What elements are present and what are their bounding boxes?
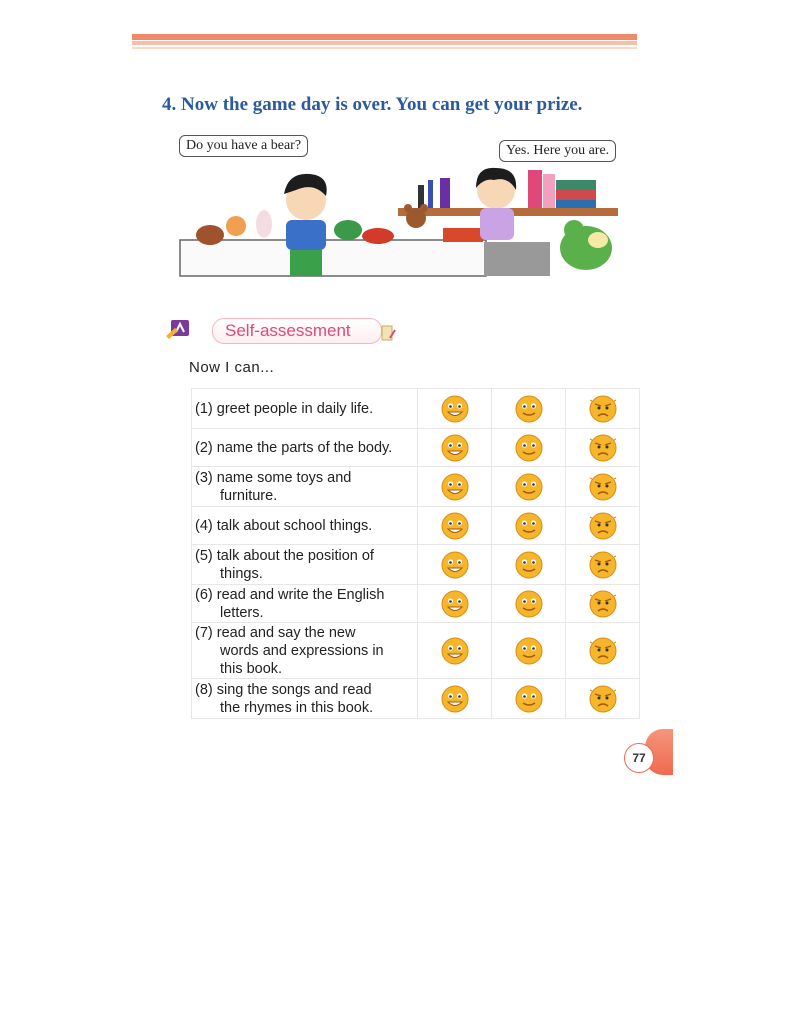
rating-cell[interactable]	[492, 679, 566, 719]
big-smile-face-icon	[440, 636, 470, 666]
statement-line-2: the rhymes in this book.	[220, 699, 374, 716]
big-smile-face-icon	[440, 550, 470, 580]
statement-number: (6)	[195, 586, 213, 603]
rating-cell[interactable]	[492, 585, 566, 623]
smile-face-icon	[514, 636, 544, 666]
rating-cell[interactable]	[418, 545, 492, 585]
table-row	[192, 429, 640, 467]
statement-line-1: sing the songs and read	[216, 681, 372, 698]
top-stripe-3	[132, 47, 637, 49]
rating-cell[interactable]	[418, 507, 492, 545]
rating-cell[interactable]	[418, 585, 492, 623]
table-row	[192, 679, 640, 719]
big-smile-face-icon	[440, 511, 470, 541]
table-row	[192, 467, 640, 507]
smile-face-icon	[514, 684, 544, 714]
frown-face-icon	[588, 511, 618, 541]
statement-cell	[192, 545, 418, 585]
rating-cell[interactable]	[418, 623, 492, 679]
statement-line-1: name some toys and	[216, 469, 352, 486]
statement-number: (7)	[195, 624, 213, 641]
page-number: 77	[624, 743, 654, 773]
frown-face-icon	[588, 684, 618, 714]
statement-cell	[192, 389, 418, 429]
statement-line-2: things.	[220, 565, 263, 582]
rating-cell[interactable]	[418, 679, 492, 719]
self-assessment-icon	[165, 318, 191, 340]
rating-cell[interactable]	[492, 467, 566, 507]
rating-cell[interactable]	[566, 429, 640, 467]
table-row	[192, 507, 640, 545]
smile-face-icon	[514, 550, 544, 580]
self-assessment-title-pill	[212, 318, 382, 344]
statement-line-3: this book.	[220, 660, 283, 677]
statement-cell	[192, 467, 418, 507]
rating-cell[interactable]	[566, 679, 640, 719]
statement-line-2: letters.	[220, 604, 264, 621]
statement-line-1: greet people in daily life.	[216, 400, 374, 417]
statement-cell	[192, 429, 418, 467]
statement-number: (5)	[195, 547, 213, 564]
rating-cell[interactable]	[566, 585, 640, 623]
rating-cell[interactable]	[492, 389, 566, 429]
statement-line-1: talk about school things.	[216, 517, 373, 534]
statement-number: (1)	[195, 400, 213, 417]
smile-face-icon	[514, 511, 544, 541]
rating-cell[interactable]	[566, 545, 640, 585]
table-row	[192, 623, 640, 679]
rating-cell[interactable]	[418, 467, 492, 507]
statement-line-1: name the parts of the body.	[216, 439, 393, 456]
table-row	[192, 545, 640, 585]
rating-cell[interactable]	[566, 389, 640, 429]
exercise-heading: 4. Now the game day is over. You can get your prize.	[162, 94, 583, 115]
rating-cell[interactable]	[418, 389, 492, 429]
top-stripe	[132, 34, 637, 40]
statement-line-1: read and say the new	[216, 624, 356, 641]
frown-face-icon	[588, 472, 618, 502]
statement-cell	[192, 507, 418, 545]
statement-line-2: words and expressions in	[220, 642, 384, 659]
frown-face-icon	[588, 636, 618, 666]
rating-cell[interactable]	[492, 623, 566, 679]
rating-cell[interactable]	[492, 507, 566, 545]
smile-face-icon	[514, 589, 544, 619]
smile-face-icon	[514, 394, 544, 424]
pencil-decoration-icon	[380, 324, 396, 342]
rating-cell[interactable]	[566, 467, 640, 507]
statement-line-2: furniture.	[220, 487, 278, 504]
top-stripe-2	[132, 41, 637, 45]
statement-number: (2)	[195, 439, 213, 456]
big-smile-face-icon	[440, 589, 470, 619]
big-smile-face-icon	[440, 433, 470, 463]
smile-face-icon	[514, 472, 544, 502]
self-assessment-table	[191, 388, 640, 719]
frown-face-icon	[588, 394, 618, 424]
table-row	[192, 389, 640, 429]
rating-cell[interactable]	[566, 623, 640, 679]
statement-number: (3)	[195, 469, 213, 486]
smile-face-icon	[514, 433, 544, 463]
statement-number: (4)	[195, 517, 213, 534]
table-row	[192, 585, 640, 623]
speech-bubble-boy: Do you have a bear?	[179, 135, 308, 157]
self-assessment-intro: Now I can...	[189, 359, 275, 376]
big-smile-face-icon	[440, 684, 470, 714]
statement-cell	[192, 679, 418, 719]
statement-cell	[192, 623, 418, 679]
frown-face-icon	[588, 433, 618, 463]
illustration-scene	[178, 130, 622, 280]
statement-line-1: talk about the position of	[216, 547, 374, 564]
statement-cell	[192, 585, 418, 623]
statement-number: (8)	[195, 681, 213, 698]
statement-line-1: read and write the English	[216, 586, 385, 603]
rating-cell[interactable]	[492, 545, 566, 585]
speech-bubble-girl: Yes. Here you are.	[499, 140, 616, 162]
frown-face-icon	[588, 589, 618, 619]
rating-cell[interactable]	[492, 429, 566, 467]
frown-face-icon	[588, 550, 618, 580]
rating-cell[interactable]	[566, 507, 640, 545]
rating-cell[interactable]	[418, 429, 492, 467]
big-smile-face-icon	[440, 394, 470, 424]
self-assessment-title: Self-assessment	[225, 321, 351, 340]
big-smile-face-icon	[440, 472, 470, 502]
